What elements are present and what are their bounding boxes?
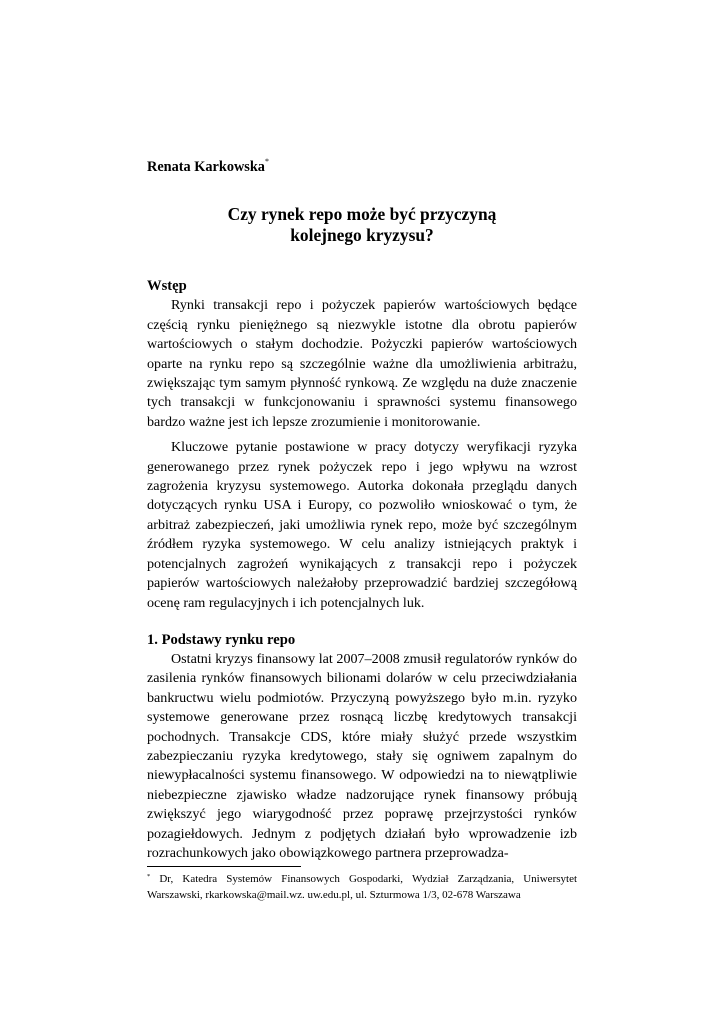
title-line-2: kolejnego kryzysu? <box>290 225 434 246</box>
footnote-text: Dr, Katedra Systemów Finansowych Gospodarki, Wydział Zarządzania, Uniwersytet Warszawski, rkarkowska@mail.wz. uw.edu.pl, ul. Szturmowa 1/3, 02-678 Warszawa <box>147 873 578 901</box>
footnote-marker: * <box>147 873 151 881</box>
page-content <box>147 152 577 904</box>
section-1-paragraph-1: Ostatni kryzys finansowy lat 2007–2008 zmusił regulatorów rynków do zasilenia rynków finansowych bilionami dolarów w celu przeciwdziałania bankructwu wielu podmiotów. Przyczyną powyższego było m.in. ryzyko systemowe generowane przez rosnącą liczbę kredytowych transakcji pochodnych. Transakcje CDS, które miały służyć przede wszystkim zabezpieczaniu ryzyka kredytowego, stały się ogniwem zapalnym do niewypłacalności systemu finansowego. W odpowiedzi na to niewątpliwie niebezpieczne zjawisko władze nadzorujące rynek finansowy próbują zwiększyć jego wiarygodność przez poprawę przejrzystości rynków pozagiełdowych. Jednym z podjętych działań było wprowadzenie izb rozrachunkowych jako obowiązkowego partnera przeprowadza- <box>147 650 577 861</box>
author-line <box>147 152 577 177</box>
section-1-heading: 1. Podstawy rynku repo <box>147 631 296 648</box>
footnote <box>147 869 577 903</box>
author-footnote-marker: * <box>264 157 269 166</box>
intro-paragraph-1: Rynki transakcji repo i pożyczek papierów wartościowych będące częścią rynku pieniężnego są niezwykle istotne dla obrotu papierów wartościowych o stałym dochodzie. Pożyczki papierów wartościowych oparte na rynku repo są szczególnie ważne dla umożliwienia arbitrażu, zwiększając tym samym płynność rynkową. Ze względu na duże znaczenie tych transakcji w funkcjonowaniu i sprawności systemu finansowego bardzo ważne jest ich lepsze zrozumienie i monitorowanie. <box>147 297 577 430</box>
intro-paragraph-2: Kluczowe pytanie postawione w pracy dotyczy weryfikacji ryzyka generowanego przez rynek pożyczek repo i jego wpływu na wzrost zagrożenia kryzysu systemowego. Autorka dokonała przeglądu danych dotyczących rynku USA i Europy, co pozwoliło wnioskować o tym, że arbitraż zabezpieczeń, jaki umożliwia rynek repo, może być szczególnym źródłem ryzyka systemowego. W celu analizy istniejących praktyk i potencjalnych zagrożeń wynikających z transakcji repo i pożyczek papierów wartościowych należałoby przeprowadzić bardziej szczegółową ocenę ram regulacyjnych i ich potencjalnych luk. <box>147 439 577 611</box>
author-name: Renata Karkowska <box>147 159 265 175</box>
footnote-divider <box>147 866 301 867</box>
intro-heading: Wstęp <box>147 278 187 295</box>
article-title <box>147 204 577 246</box>
title-line-1: Czy rynek repo może być przyczyną <box>227 204 497 225</box>
